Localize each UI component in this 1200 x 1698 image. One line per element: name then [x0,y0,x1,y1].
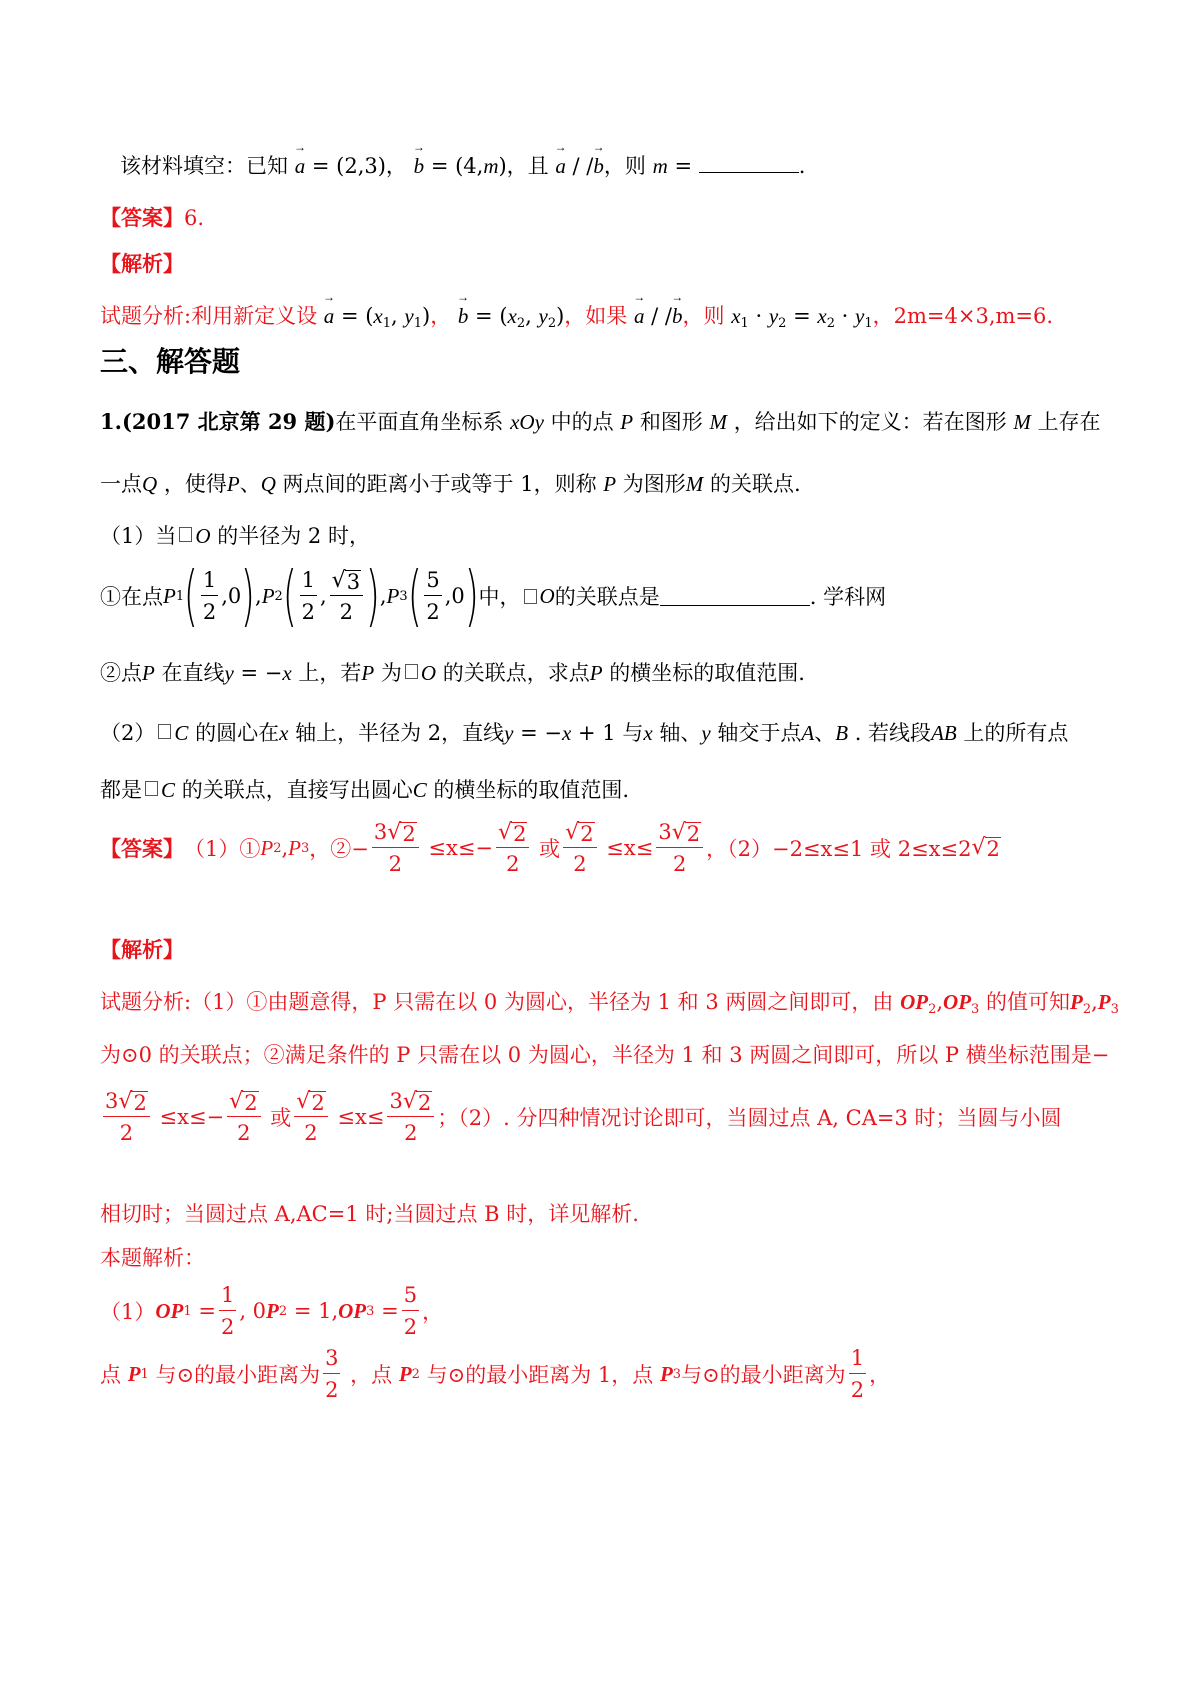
answer-blank [660,587,810,606]
section-heading: 三、解答题 [100,345,241,378]
solution-title: 本题解析： [100,1246,205,1270]
answer-2: 【答案】 （1）① P 2 , P 3 ，②− 3 √ 2 2 ≤x≤− √ 2 2 或 √ 2 2 ≤x≤ 3 √ 2 2 ，（2）−2≤x≤1 或 2≤x≤2 √ 2 [100,819,1000,876]
question-1-sub-1: ①在点 P 1 ( $\frac{1}{2}$ ,0 ) , P 2 ( $\frac{1}{2}$ , √ 3 2 ) , P 3 ( $\frac{5}{2}$ ,0 ) 中， O 的关联点是 . 学科网 [100,557,887,634]
analysis-1-tag: 【解析】 [100,251,184,276]
circle-symbol-icon [524,589,537,604]
vector-b: → b [414,154,425,179]
question-1-part-1: （1）当 O 的半径为 2 时， [100,524,370,548]
analysis-2-line-2: 为⊙0 的关联点；②满足条件的 P 只需在以 0 为圆心，半径为 1 和 3 两圆之间即可，所以 P 横坐标范围是− [100,1043,1110,1067]
question-1-part-2: （2） C 的圆心在x 轴上，半径为 2，直线y = −x + 1 与x 轴、y 轴交于点A、B . 若线段AB 上的所有点 [100,721,1069,745]
question-1-part-2-line-2: 都是 C 的关联点，直接写出圆心C 的横坐标的取值范围. [100,778,630,802]
analysis-2-line-4: 相切时；当圆过点 A,AC=1 时;当圆过点 B 时，详见解析. [100,1202,639,1226]
answer-blank [699,154,799,173]
solution-line-1: （1） OP 1 = $\frac{1}{2}$ , 0 P 2 = 1, OP 3 = $\frac{5}{2}$ ， [100,1283,444,1339]
question-1-line-2: 一点Q ，使得P、Q 两点间的距离小于或等于 1，则称 P 为图形M 的关联点. [100,472,801,496]
analysis-1: 试题分析:利用新定义设 → $a = (x_1$, $y_1$)， → $b = (x_2$, $y_2$)，如果 → a / /→ b，则 $x_1 \cdot y_2 = x_2 \cdot y_1$，2m=4×3,m=6. [100,300,1200,331]
analysis-2-line-1: 试题分析:（1）①由题意得，P 只需在以 0 为圆心，半径为 1 和 3 两圆之间即可，由 $OP_2,OP_3$ 的值可知$P_2,P_3$ [100,990,1119,1017]
fill-blank-problem: 该材料填空：已知 → a = (2,3)， → b = (4,m)，且 → a / /→ b，则 m = . [120,150,1200,180]
analysis-2-tag: 【解析】 [100,937,184,962]
answer-1: 【答案】6. [100,205,205,230]
question-1-line-1: 1.(2017 北京第 29 题)在平面直角坐标系 xOy 中的点 P 和图形 M ，给出如下的定义：若在图形 M 上存在 [100,409,1101,434]
circle-symbol-icon [179,527,192,542]
circle-symbol-icon [405,664,418,679]
analysis-2-line-3: 3 √ 2 2 ≤x≤− √ 2 2 或 √ 2 2 ≤x≤ 3 √ 2 2 ；（2）. 分四种情况讨论即可，当圆过点 A, CA=3 时；当圆与小圆 [105,1088,1062,1145]
question-1-sub-2: ②点P 在直线y = −x 上，若P 为 O 的关联点，求点P 的横坐标的取值范围. [100,661,805,685]
circle-symbol-icon [158,724,171,739]
solution-line-2: 点 P 1 与⊙的最小距离为 $\frac{3}{2}$ ，点 P 2 与⊙的最小距离为 1，点 P 3 与⊙的最小距离为 $\frac{1}{2}$ ， [100,1346,891,1402]
circle-symbol-icon [145,781,158,796]
vector-a: → a [295,154,306,179]
